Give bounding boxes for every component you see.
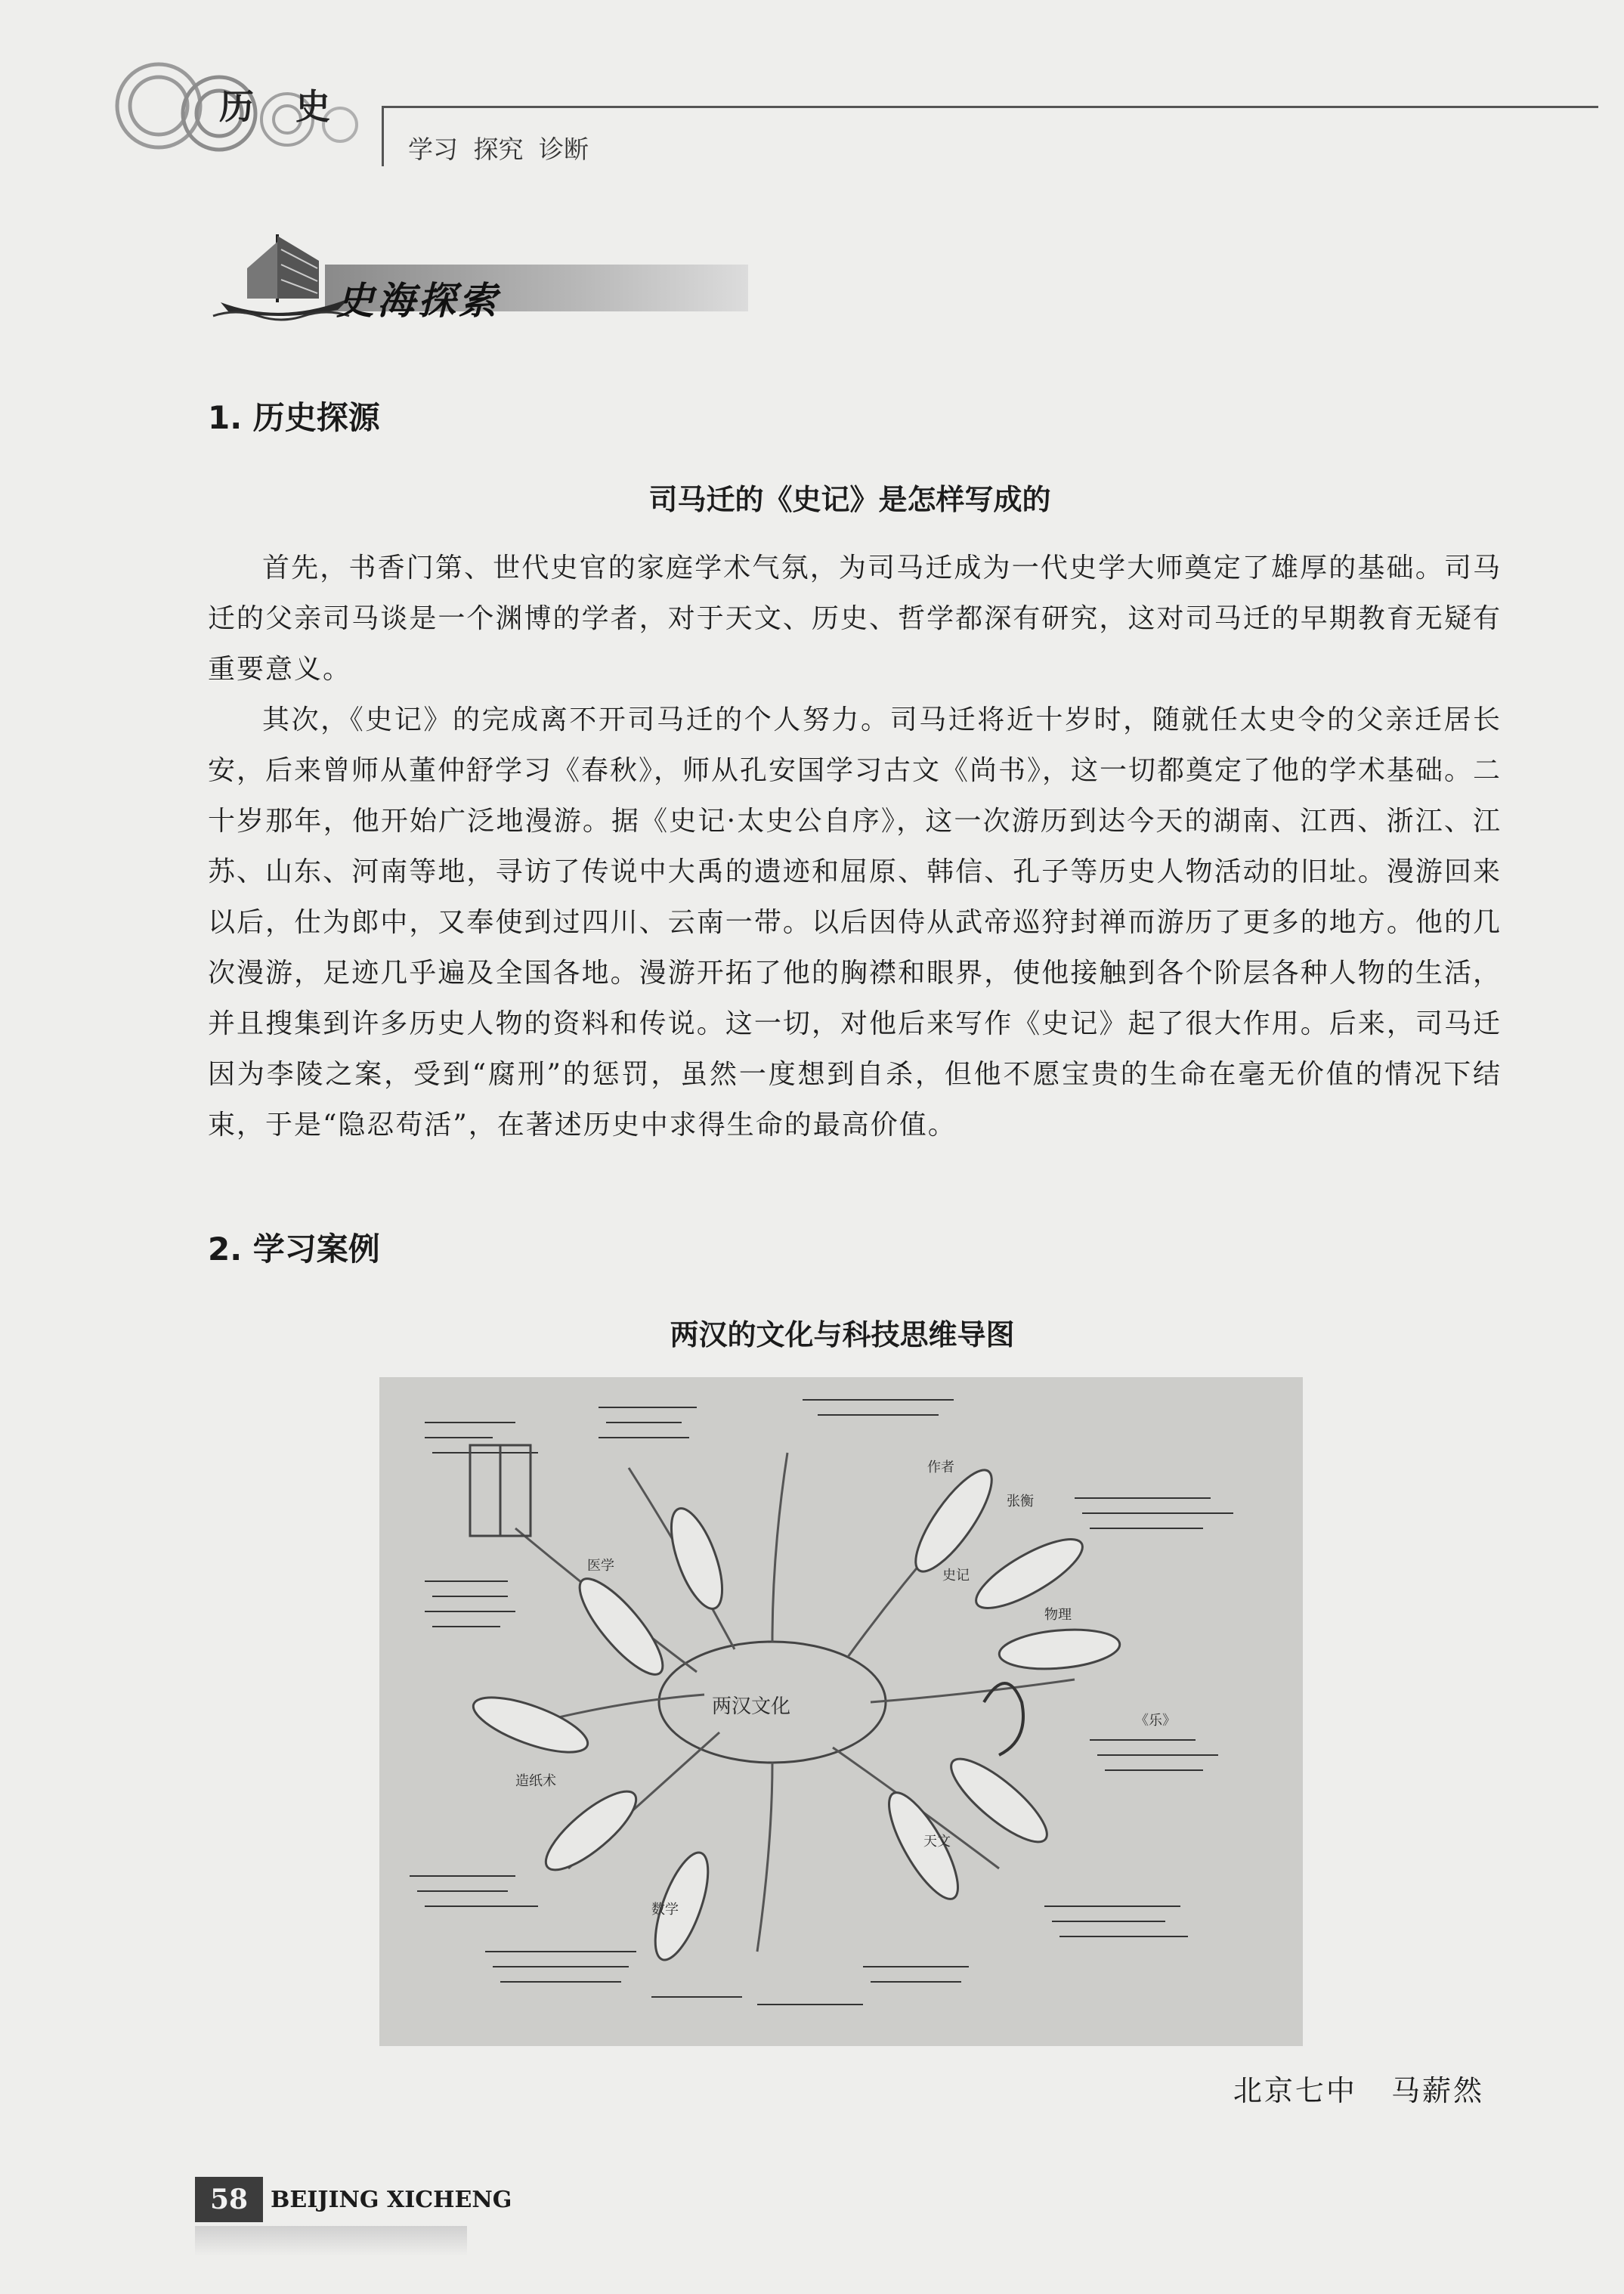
section-banner-title: 史海探索 <box>336 279 500 323</box>
header-vertical-divider <box>382 106 384 166</box>
header-tagline: 学习 探究 诊断 <box>408 135 589 164</box>
header-subject: 历史 <box>219 86 372 127</box>
article-paragraph: 首先，书香门第、世代史官的家庭学术气氛，为司马迁成为一代史学大师奠定了雄厚的基础。司马迁的父亲司马谈是一个渊博的学者，对于天文、历史、哲学都深有研究，这对司马迁的早期教育无疑有重要意义。 <box>208 553 1502 685</box>
mindmap-label: 天文 <box>923 1834 951 1850</box>
page-header <box>0 0 1624 197</box>
section-heading-case-study: 2. 学习案例 <box>208 1231 380 1268</box>
footer-shadow <box>195 2226 467 2256</box>
section-heading-history-source: 1. 历史探源 <box>208 399 380 436</box>
article-title: 司马迁的《史记》是怎样写成的 <box>648 483 1051 516</box>
mindmap-label: 张衡 <box>1007 1494 1034 1509</box>
mindmap-label: 史记 <box>942 1568 970 1584</box>
article-body <box>208 543 1502 1150</box>
header-divider <box>382 106 1598 108</box>
page-number: 58 <box>195 2177 263 2222</box>
mindmap-center-label: 两汉文化 <box>712 1695 791 1718</box>
mindmap-label: 作者 <box>927 1460 954 1475</box>
mindmap-label: 造纸术 <box>515 1773 556 1789</box>
figure-credit: 北京七中 马薪然 <box>1233 2074 1484 2107</box>
mindmap-label: 医学 <box>587 1558 614 1574</box>
mindmap-label: 《乐》 <box>1135 1713 1176 1729</box>
mindmap-figure <box>379 1377 1303 2046</box>
mindmap-label: 数学 <box>651 1902 679 1918</box>
article-paragraph: 其次，《史记》的完成离不开司马迁的个人努力。司马迁将近十岁时，随就任太史令的父亲迁居长安，后来曾师从董仲舒学习《春秋》，师从孔安国学习古文《尚书》，这一切都奠定了他的学术基础。二十岁那年，他开始广泛地漫游。据《史记·太史公自序》，这一次游历到达今天的湖南、江西、浙江、江苏、山东、河南等地，寻访了传说中大禹的遗迹和屈原、韩信、孔子等历史人物活动的旧址。漫游回来以后，仕为郎中，又奉使到过四川、云南一带。以后因侍从武帝巡狩封禅而游历了更多的地方。他的几次漫游，足迹几乎遍及全国各地。漫游开拓了他的胸襟和眼界，使他接触到各个阶层各种人物的生活，并且搜集到许多历史人物的资料和传说。这一切，对他后来写作《史记》起了很大作用。后来，司马迁因为李陵之案，受到“腐刑”的惩罚，虽然一度想到自杀，但他不愿宝贵的生命在毫无价值的情况下结束，于是“隐忍苟活”，在著述历史中求得生命的最高价值。 <box>208 704 1502 1141</box>
mindmap-label: 物理 <box>1044 1607 1072 1623</box>
figure-title: 两汉的文化与科技思维导图 <box>670 1318 1015 1351</box>
sailboat-icon <box>206 227 357 325</box>
footer-label: BEIJING XICHENG <box>271 2187 512 2213</box>
